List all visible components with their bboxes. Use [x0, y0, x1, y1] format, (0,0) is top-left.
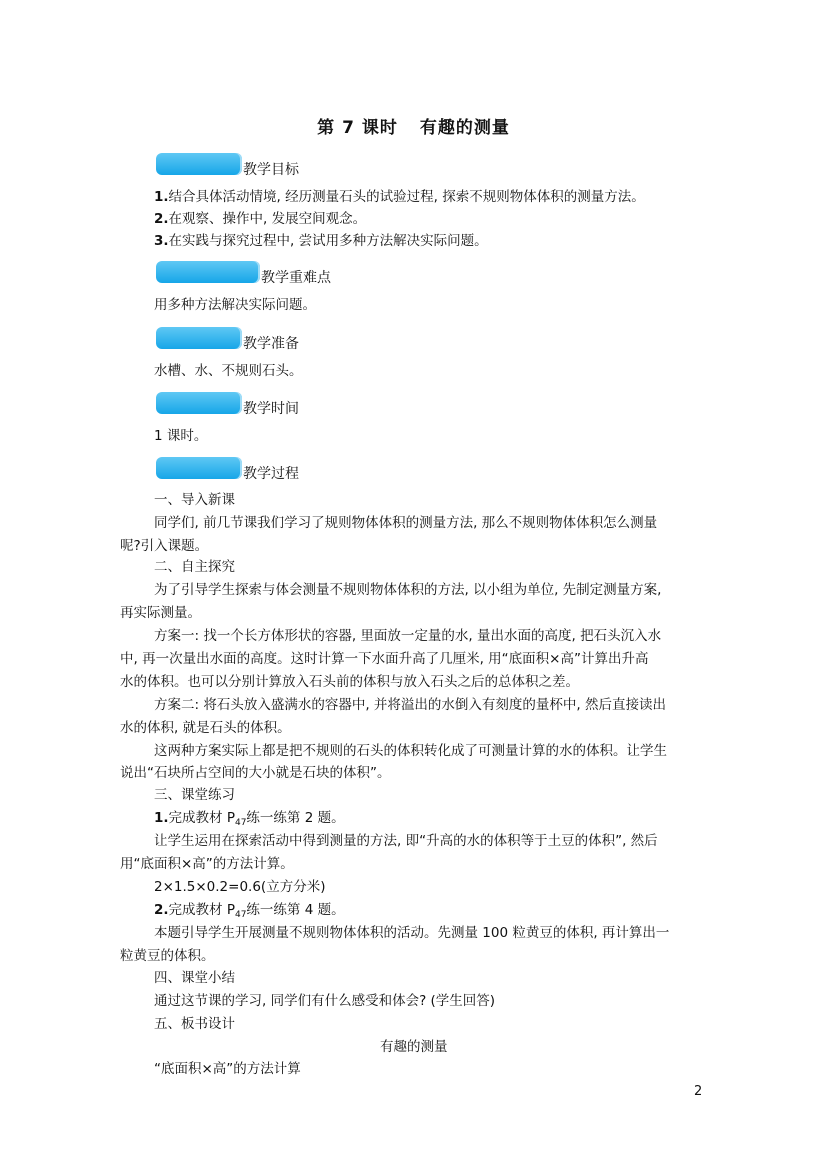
time-text: 1 课时。	[154, 428, 208, 444]
paragraph-line: 通过这节课的学习, 同学们有什么感受和体会? (学生回答)	[154, 993, 496, 1009]
section-label: 教学目标	[243, 162, 299, 178]
section-bar	[156, 261, 260, 283]
section-bar	[156, 327, 242, 349]
paragraph-line: 方案二: 将石头放入盛满水的容器中, 并将溢出的水倒入有刻度的量杯中, 然后直接读出	[154, 697, 667, 713]
paragraph-line: 这两种方案实际上都是把不规则的石头的体积转化成了可测量计算的水的体积。让学生	[154, 743, 667, 759]
process-heading: 三、课堂练习	[154, 787, 235, 803]
paragraph-line: 水的体积, 就是石头的体积。	[120, 720, 291, 736]
goal-item: 3.在实践与探究过程中, 尝试用多种方法解决实际问题。	[154, 233, 488, 249]
paragraph-line: 水的体积。也可以分别计算放入石头前的体积与放入石头之后的总体积之差。	[120, 674, 579, 690]
title-lesson-number: 第 7 课时	[317, 118, 398, 138]
paragraph-line: 本题引导学生开展测量不规则物体体积的活动。先测量 100 粒黄豆的体积, 再计算出一	[154, 925, 670, 941]
goal-item: 1.结合具体活动情境, 经历测量石头的试验过程, 探索不规则物体体积的测量方法。	[154, 189, 645, 205]
section-label: 教学重难点	[261, 270, 331, 286]
section-label: 教学时间	[243, 401, 299, 417]
board-title: 有趣的测量	[380, 1039, 448, 1055]
calculation: 2×1.5×0.2=0.6(立方分米)	[154, 879, 326, 895]
section-bar	[156, 153, 242, 175]
paragraph-line: 再实际测量。	[120, 605, 201, 621]
paragraph-line: 让学生运用在探索活动中得到测量的方法, 即“升高的水的体积等于土豆的体积”, 然后	[154, 833, 658, 849]
section-label: 教学准备	[243, 336, 299, 352]
process-heading: 一、导入新课	[154, 492, 235, 508]
paragraph-line: 说出“石块所占空间的大小就是石块的体积”。	[120, 765, 391, 781]
paragraph-line: 方案一: 找一个长方体形状的容器, 里面放一定量的水, 量出水面的高度, 把石头沉入水	[154, 628, 662, 644]
title-lesson-name: 有趣的测量	[419, 118, 510, 138]
exercise-item: 2.完成教材 $P_{47}$练一练第 4 题。	[154, 902, 345, 920]
paragraph-line: 粒黄豆的体积。	[120, 948, 215, 964]
exercise-item: 1.完成教材 $P_{47}$练一练第 2 题。	[154, 810, 345, 828]
goal-item: 2.在观察、操作中, 发展空间观念。	[154, 211, 367, 227]
process-heading: 二、自主探究	[154, 559, 235, 575]
section-bar	[156, 392, 242, 414]
page-number: 2	[694, 1084, 703, 1099]
section-label: 教学过程	[243, 466, 299, 482]
prep-text: 水槽、水、不规则石头。	[154, 363, 303, 379]
paragraph-line: 呢?引入课题。	[120, 538, 209, 554]
board-line: “底面积×高”的方法计算	[154, 1061, 301, 1077]
page-title	[0, 113, 827, 138]
paragraph-line: 为了引导学生探索与体会测量不规则物体体积的方法, 以小组为单位, 先制定测量方案,	[154, 582, 662, 598]
paragraph-line: 用“底面积×高”的方法计算。	[120, 856, 294, 872]
paragraph-line: 中, 再一次量出水面的高度。这时计算一下水面升高了几厘米, 用“底面积×高”计算出升高	[120, 651, 649, 667]
keypoints-text: 用多种方法解决实际问题。	[154, 297, 316, 313]
paragraph-line: 同学们, 前几节课我们学习了规则物体体积的测量方法, 那么不规则物体体积怎么测量	[154, 515, 658, 531]
section-bar	[156, 457, 242, 479]
process-heading: 四、课堂小结	[154, 970, 235, 986]
process-heading: 五、板书设计	[154, 1016, 235, 1032]
